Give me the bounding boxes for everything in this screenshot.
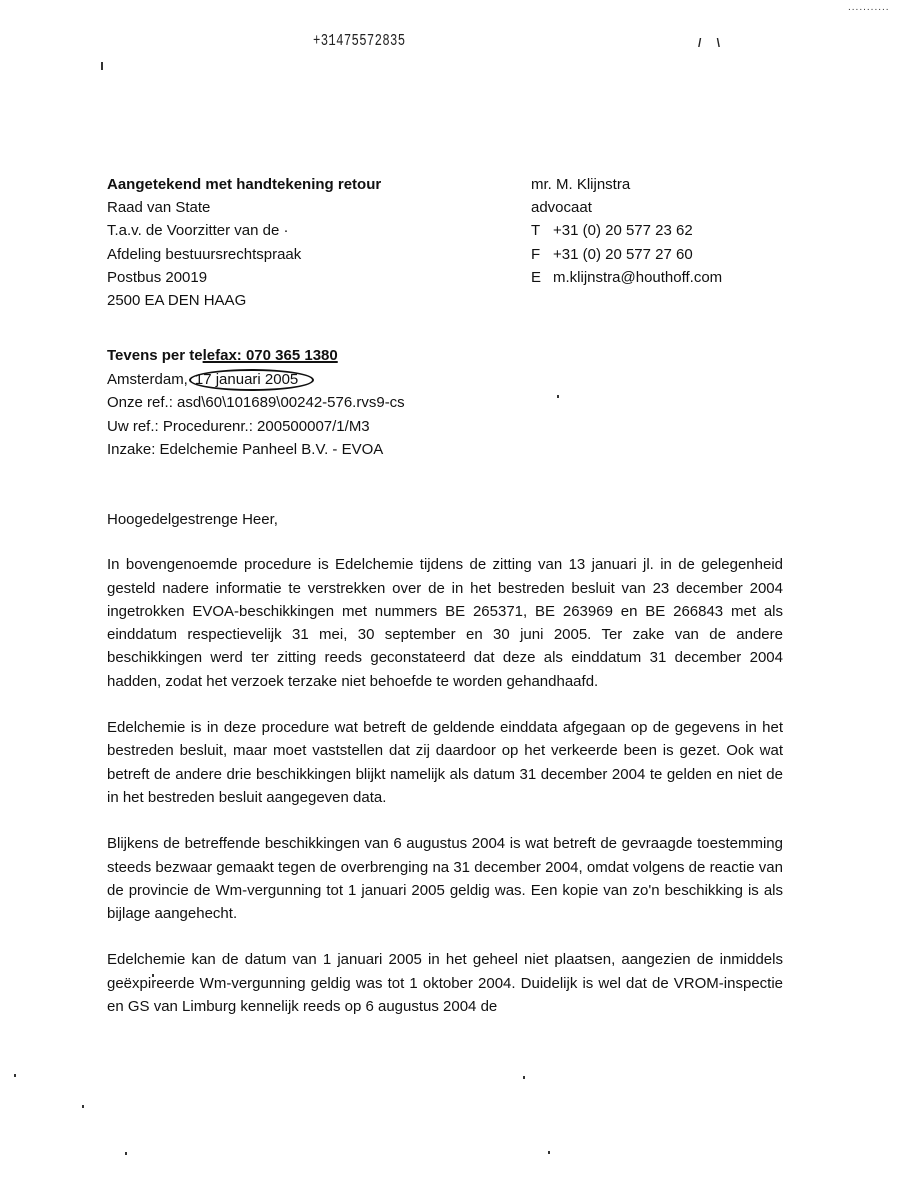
sender-info <box>531 173 722 289</box>
email-value: m.klijnstra@houthoff.com <box>553 268 723 286</box>
subject-line: Inzake: Edelchemie Panheel B.V. - EVOA <box>107 441 384 458</box>
circled-date: 17 januari 2005 <box>189 369 314 391</box>
handwritten-page-mark: / \ <box>698 36 727 50</box>
paragraph: Blijkens de betreffende beschikkingen van 6 augustus 2004 is wat betreft de gevraagde toestemming steeds bezwaar gemaakt tegen de overbrenging na 31 december 2004, omdat volgens de reactie van de provincie de Wm-vergunning tot 1 januari 2005 geldig was. Een kopie van zo'n beschikking is als bijlage aangehecht. <box>107 835 783 923</box>
sender-name: mr. M. Klijnstra <box>531 176 631 193</box>
your-reference: Uw ref.: Procedurenr.: 200500007/1/M3 <box>107 417 370 435</box>
paragraph: Edelchemie is in deze procedure wat betreft de geldende einddata afgegaan op de gegevens in het bestreden besluit, maar moet vaststellen dat zij daardoor op het verkeerde been is gezet. Ook wat betreft de andere drie beschikkingen blijkt namelijk als datum 31 december 2004 te gelden en niet de in het bestreden besluit aangegeven data. <box>107 719 783 806</box>
fax-value: +31 (0) 20 577 27 60 <box>553 245 693 263</box>
scan-speck <box>101 62 103 70</box>
delivery-note: Aangetekend met handtekening retour <box>107 176 382 193</box>
scan-speck <box>523 1076 525 1079</box>
scan-speck <box>82 1105 84 1108</box>
fax-label: F <box>531 245 541 263</box>
recipient-line: Raad van State <box>107 199 211 217</box>
place: Amsterdam, <box>107 370 188 388</box>
fax-notice <box>107 344 405 368</box>
email-label: E <box>531 268 542 286</box>
paragraph: Edelchemie kan de datum van 1 januari 2005 in het geheel niet plaatsen, aangezien de inmiddels geëxpireerde Wm-vergunning geldig was tot 1 oktober 2004. Duidelijk is wel dat de VROM-inspectie en GS van Limburg kennelijk reeds op 6 augustus 2004 de <box>107 951 783 1016</box>
reference-block <box>107 344 405 462</box>
phone-value: +31 (0) 20 577 23 62 <box>553 222 693 240</box>
sender-email <box>531 266 722 289</box>
fax-notice-number: lefax: 070 365 1380 <box>202 347 338 364</box>
phone-label: T <box>531 222 541 240</box>
fax-notice-prefix: Tevens per te <box>107 347 203 364</box>
scan-speck <box>557 395 559 398</box>
recipient-line: T.a.v. de Voorzitter van de · <box>107 222 289 240</box>
recipient-address <box>107 173 381 312</box>
our-reference: Onze ref.: asd\60\101689\00242-576.rvs9-cs <box>107 394 405 411</box>
sender-phone <box>531 219 722 242</box>
fax-sender-number: +31475572835 <box>313 32 406 51</box>
recipient-line: Postbus 20019 <box>107 268 208 286</box>
salutation: Hoogedelgestrenge Heer, <box>107 511 278 528</box>
scan-corner-dots: ........... <box>848 2 890 13</box>
scan-speck <box>548 1151 550 1154</box>
scan-speck <box>14 1074 16 1077</box>
sender-title: advocaat <box>531 199 592 217</box>
sender-fax <box>531 243 722 266</box>
letter-body <box>107 508 783 1041</box>
scan-speck <box>125 1152 127 1155</box>
paragraph: In bovengenoemde procedure is Edelchemie tijdens de zitting van 13 januari jl. in de gelegenheid gesteld nadere informatie te verstrekken over de in het bestreden besluit van 23 december 2004 ingetrokken EVOA-beschikkingen met nummers BE 265371, BE 263969 en BE 266843 met als einddatum respectievelijk 31 mei, 30 september en 30 juni 2005. Ter zake van de andere beschikkingen werd ter zitting reeds geconstateerd dat deze als einddatum 31 december 2004 hadden, zodat het verzoek terzake niet behoefde te worden gehandhaafd. <box>107 556 783 690</box>
recipient-line: Afdeling bestuursrechtspraak <box>107 245 302 263</box>
place-date <box>107 368 405 392</box>
recipient-line: 2500 EA DEN HAAG <box>107 292 247 310</box>
